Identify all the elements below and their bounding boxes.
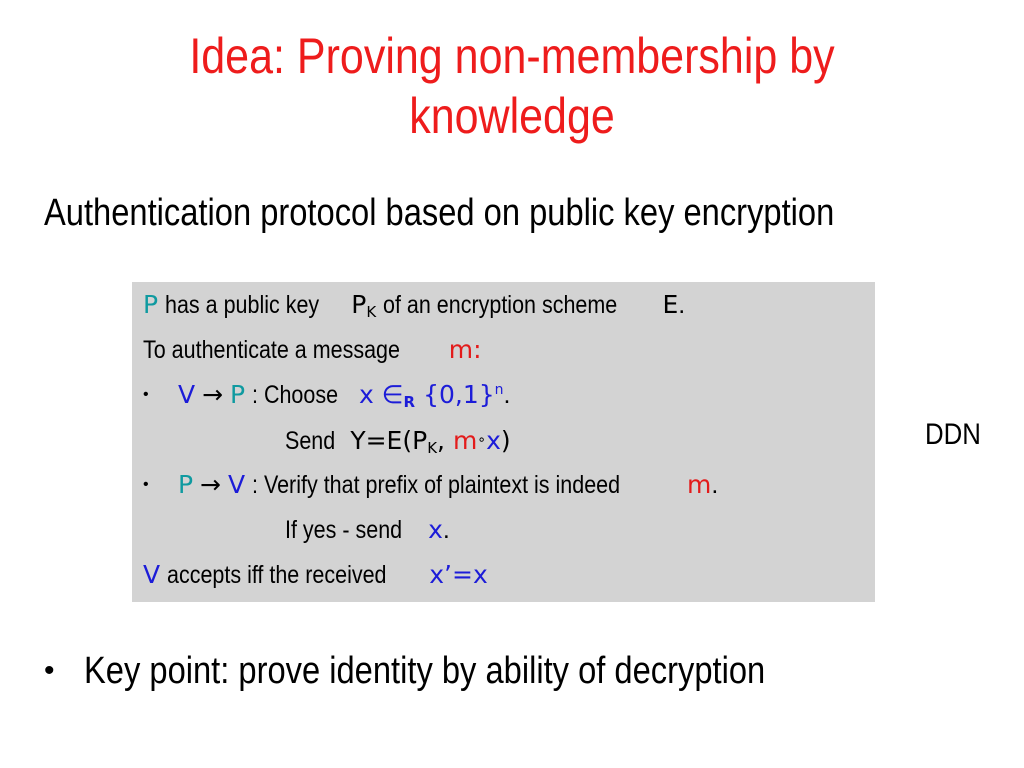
protocol-line-choose: V → P : Choose x $\in_R$ $\{0,1\}^n$. bbox=[178, 380, 511, 411]
accepts-text: accepts iff the received bbox=[167, 561, 387, 589]
bullet-dot: • bbox=[44, 654, 55, 687]
arrow-icon: → bbox=[202, 380, 224, 409]
equality-expression: x’=x bbox=[429, 560, 488, 589]
arrow-icon: → bbox=[200, 470, 221, 499]
prover-symbol: P bbox=[178, 470, 194, 499]
slide-title-line-1: Idea: Proving non-membership by bbox=[189, 28, 835, 84]
protocol-line-accepts bbox=[143, 560, 488, 590]
protocol-line-authenticate bbox=[143, 335, 482, 365]
send-text: Send bbox=[285, 427, 336, 455]
public-key-text: has a public key bbox=[165, 291, 320, 319]
public-key-symbol: $P_K$ bbox=[351, 290, 377, 321]
verify-text: : Verify that prefix of plaintext is indeed bbox=[252, 471, 621, 499]
protocol-box bbox=[132, 282, 875, 602]
authenticate-text: To authenticate a message bbox=[143, 336, 400, 364]
bullet-verifier-step: • bbox=[143, 386, 149, 403]
if-yes-text: If yes - send bbox=[285, 516, 403, 544]
protocol-line-if-yes: If yes - send x. bbox=[285, 515, 450, 544]
slide-title bbox=[72, 26, 953, 146]
bullet-prover-step: • bbox=[143, 476, 149, 493]
verifier-symbol: V bbox=[143, 560, 161, 589]
protocol-line-public-key: P has a public key $P_K$ of an encryption scheme E. bbox=[143, 290, 686, 321]
message-symbol: m: bbox=[448, 335, 482, 364]
ciphertext-expression: $Y=E(P_K$, m∘x) bbox=[350, 426, 511, 457]
scheme-symbol: E bbox=[662, 290, 679, 319]
prover-symbol: P bbox=[143, 290, 159, 319]
protocol-line-verify: P → V : Verify that prefix of plaintext is indeed m. bbox=[178, 470, 719, 499]
key-point-text: Key point: prove identity by ability of decryption bbox=[84, 650, 766, 692]
verifier-symbol: V bbox=[227, 470, 246, 499]
x-symbol: x bbox=[428, 515, 443, 544]
slide-title-line-2: knowledge bbox=[409, 88, 615, 144]
subtitle: Authentication protocol based on public key encryption bbox=[44, 192, 835, 234]
message-symbol: m bbox=[686, 470, 712, 499]
protocol-line-send bbox=[285, 425, 511, 456]
verifier-symbol: V bbox=[178, 380, 196, 409]
encryption-scheme-text: of an encryption scheme bbox=[383, 291, 618, 319]
ddn-label: DDN bbox=[925, 418, 981, 451]
prover-symbol: P bbox=[229, 380, 246, 409]
random-string-expression: x $\in_R$ $\{0,1\}^n$ bbox=[359, 380, 504, 411]
choose-text: : Choose bbox=[252, 381, 339, 409]
